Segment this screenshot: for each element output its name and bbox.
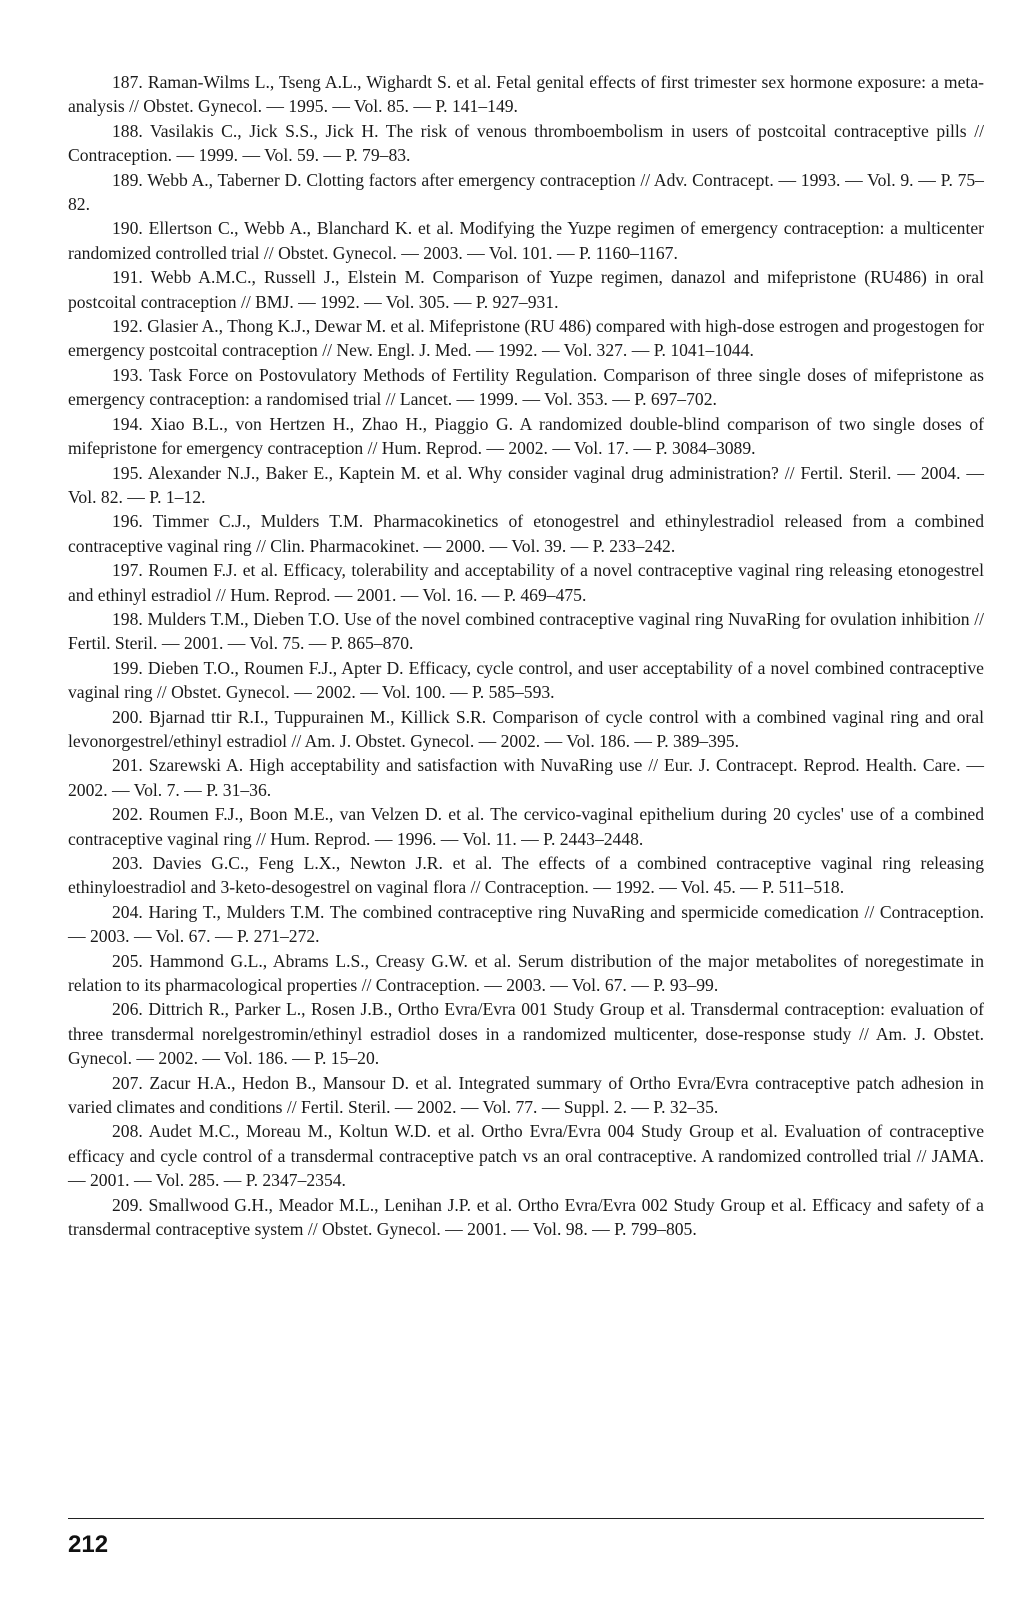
- reference-199: [68, 656, 984, 705]
- reference-number: 199.: [112, 657, 143, 678]
- reference-number: 201.: [112, 755, 143, 776]
- reference-number: 192.: [112, 316, 143, 337]
- reference-text: Haring T., Mulders T.M. The combined contraceptive ring NuvaRing and spermicide comedication // Contraception. — 2003. — Vol. 67. — P. 271–272.: [68, 901, 984, 947]
- reference-209: [68, 1193, 984, 1242]
- reference-text: Zacur H.A., Hedon B., Mansour D. et al. Integrated summary of Ortho Evra/Evra contraceptive patch adhesion in varied climates and conditions // Fertil. Steril. — 2002. — Vol. 77. — Suppl. 2. — P. 32–35.: [68, 1072, 984, 1118]
- reference-208: [68, 1119, 984, 1192]
- reference-number: 208.: [112, 1121, 143, 1142]
- reference-text: Roumen F.J. et al. Efficacy, tolerability and acceptability of a novel contraceptive vaginal ring releasing etonogestrel and ethinyl estradiol // Hum. Reprod. — 2001. — Vol. 16. — P. 469–475.: [68, 560, 984, 605]
- footer-divider: [68, 1518, 984, 1519]
- reference-text: Glasier A., Thong K.J., Dewar M. et al. Mifepristone (RU 486) compared with high-dose estrogen and progestogen for emergency postcoital contraception // New. Engl. J. Med. — 1992. — Vol. 327. — P. 1041–1044.: [68, 316, 984, 361]
- reference-number: 191.: [112, 267, 143, 288]
- reference-194: [68, 412, 984, 461]
- reference-number: 203.: [112, 853, 143, 873]
- reference-188: [68, 119, 984, 168]
- reference-text: Davies G.C., Feng L.X., Newton J.R. et al. The effects of a combined contraceptive vaginal ring releasing ethinyloestradiol and 3-keto-desogestrel on vaginal flora // Contraception. — 1992. — Vol. 45. — P. 511–518.: [68, 853, 984, 898]
- reference-number: 209.: [112, 1194, 143, 1215]
- reference-text: Hammond G.L., Abrams L.S., Creasy G.W. et al. Serum distribution of the major metabolites of noregestimate in relation to its pharmacological properties // Contraception. — 2003. — Vol. 67. — P. 93–99.: [68, 950, 984, 996]
- reference-number: 207.: [112, 1072, 143, 1093]
- reference-205: [68, 949, 984, 998]
- reference-number: 195.: [112, 462, 143, 483]
- reference-text: Dieben T.O., Roumen F.J., Apter D. Efficacy, cycle control, and user acceptability of a novel combined contraceptive vaginal ring // Obstet. Gynecol. — 2002. — Vol. 100. — P. 585–593.: [68, 657, 984, 703]
- reference-text: Smallwood G.H., Meador M.L., Lenihan J.P. et al. Ortho Evra/Evra 002 Study Group et al. Efficacy and safety of a transdermal contraceptive system // Obstet. Gynecol. — 2001. — Vol. 98. — P. 799–805.: [68, 1194, 984, 1240]
- reference-number: 200.: [112, 706, 143, 727]
- reference-202: [68, 802, 984, 851]
- reference-number: 198.: [112, 608, 143, 629]
- reference-text: Xiao B.L., von Hertzen H., Zhao H., Piaggio G. A randomized double-blind comparison of two single doses of mifepristone for emergency contraception // Hum. Reprod. — 2002. — Vol. 17. — P. 3084–3089.: [68, 413, 984, 459]
- reference-198: [68, 607, 984, 656]
- reference-number: 205.: [112, 950, 143, 971]
- reference-number: 196.: [112, 511, 143, 532]
- reference-207: [68, 1071, 984, 1120]
- reference-text: Roumen F.J., Boon M.E., van Velzen D. et al. The cervico-vaginal epithelium during 20 cycles' use of a combined contraceptive vaginal ring // Hum. Reprod. — 1996. — Vol. 11. — P. 2443–2448.: [68, 804, 984, 849]
- reference-200: [68, 705, 984, 754]
- reference-number: 202.: [112, 804, 143, 825]
- reference-text: Timmer C.J., Mulders T.M. Pharmacokinetics of etonogestrel and ethinylestradiol released from a combined contraceptive vaginal ring // Clin. Pharmacokinet. — 2000. — Vol. 39. — P. 233–242.: [68, 511, 984, 556]
- reference-number: 193.: [112, 364, 143, 385]
- reference-text: Task Force on Postovulatory Methods of Fertility Regulation. Comparison of three single doses of mifepristone as emergency contraception: a randomised trial // Lancet. — 1999. — Vol. 353. — P. 697–702.: [68, 364, 984, 410]
- reference-189: [68, 168, 984, 217]
- reference-206: [68, 997, 984, 1070]
- reference-193: [68, 363, 984, 412]
- reference-text: Mulders T.M., Dieben T.O. Use of the novel combined contraceptive vaginal ring NuvaRing for ovulation inhibition // Fertil. Steril. — 2001. — Vol. 75. — P. 865–870.: [68, 608, 984, 654]
- reference-number: 187.: [112, 72, 143, 92]
- reference-204: [68, 900, 984, 949]
- reference-190: [68, 216, 984, 265]
- reference-201: [68, 753, 984, 802]
- reference-text: Webb A.M.C., Russell J., Elstein M. Comparison of Yuzpe regimen, danazol and mifepristone (RU486) in oral postcoital contraception // BMJ. — 1992. — Vol. 305. — P. 927–931.: [68, 267, 984, 312]
- reference-number: 197.: [112, 560, 143, 581]
- reference-number: 188.: [112, 120, 143, 141]
- reference-192: [68, 314, 984, 363]
- reference-text: Raman-Wilms L., Tseng A.L., Wighardt S. et al. Fetal genital effects of first trimester sex hormone exposure: a meta-analysis // Obstet. Gynecol. — 1995. — Vol. 85. — P. 141–149.: [68, 72, 984, 117]
- reference-187: [68, 70, 984, 119]
- reference-list: [68, 70, 984, 1242]
- page-number: 212: [68, 1531, 109, 1558]
- reference-text: Bjarnad ttir R.I., Tuppurainen M., Killick S.R. Comparison of cycle control with a combined vaginal ring and oral levonorgestrel/ethinyl estradiol // Am. J. Obstet. Gynecol. — 2002. — Vol. 186. — P. 389–395.: [68, 706, 984, 751]
- reference-191: [68, 265, 984, 314]
- reference-text: Alexander N.J., Baker E., Kaptein M. et al. Why consider vaginal drug administration? // Fertil. Steril. — 2004. — Vol. 82. — P. 1–12.: [68, 462, 984, 507]
- reference-197: [68, 558, 984, 607]
- reference-text: Vasilakis C., Jick S.S., Jick H. The risk of venous thromboembolism in users of postcoital contraceptive pills // Contraception. — 1999. — Vol. 59. — P. 79–83.: [68, 120, 984, 166]
- reference-195: [68, 461, 984, 510]
- reference-203: [68, 851, 984, 900]
- reference-number: 206.: [112, 999, 143, 1020]
- reference-text: Webb A., Taberner D. Clotting factors after emergency contraception // Adv. Contracept. — 1993. — Vol. 9. — P. 75–82.: [68, 169, 984, 215]
- reference-number: 204.: [112, 901, 143, 922]
- reference-text: Ellertson C., Webb A., Blanchard K. et al. Modifying the Yuzpe regimen of emergency contraception: a multicenter randomized controlled trial // Obstet. Gynecol. — 2003. — Vol. 101. — P. 1160–1167.: [68, 218, 985, 263]
- reference-text: Szarewski A. High acceptability and satisfaction with NuvaRing use // Eur. J. Contracept. Reprod. Health. Care. — 2002. — Vol. 7. — P. 31–36.: [68, 755, 985, 800]
- reference-number: 194.: [112, 413, 143, 434]
- reference-196: [68, 509, 984, 558]
- reference-text: Audet M.C., Moreau M., Koltun W.D. et al. Ortho Evra/Evra 004 Study Group et al. Evaluation of contraceptive efficacy and cycle control of a transdermal contraceptive patch vs an oral contraceptive. A randomized controlled trial // JAMA. — 2001. — Vol. 285. — P. 2347–2354.: [68, 1121, 984, 1191]
- reference-number: 190.: [112, 218, 143, 239]
- reference-number: 189.: [112, 169, 143, 190]
- reference-text: Dittrich R., Parker L., Rosen J.B., Ortho Evra/Evra 001 Study Group et al. Transdermal contraception: evaluation of three transdermal norelgestromin/ethinyl estradiol doses in a randomized multicenter, dose-response study // Am. J. Obstet. Gynecol. — 2002. — Vol. 186. — P. 15–20.: [68, 999, 984, 1069]
